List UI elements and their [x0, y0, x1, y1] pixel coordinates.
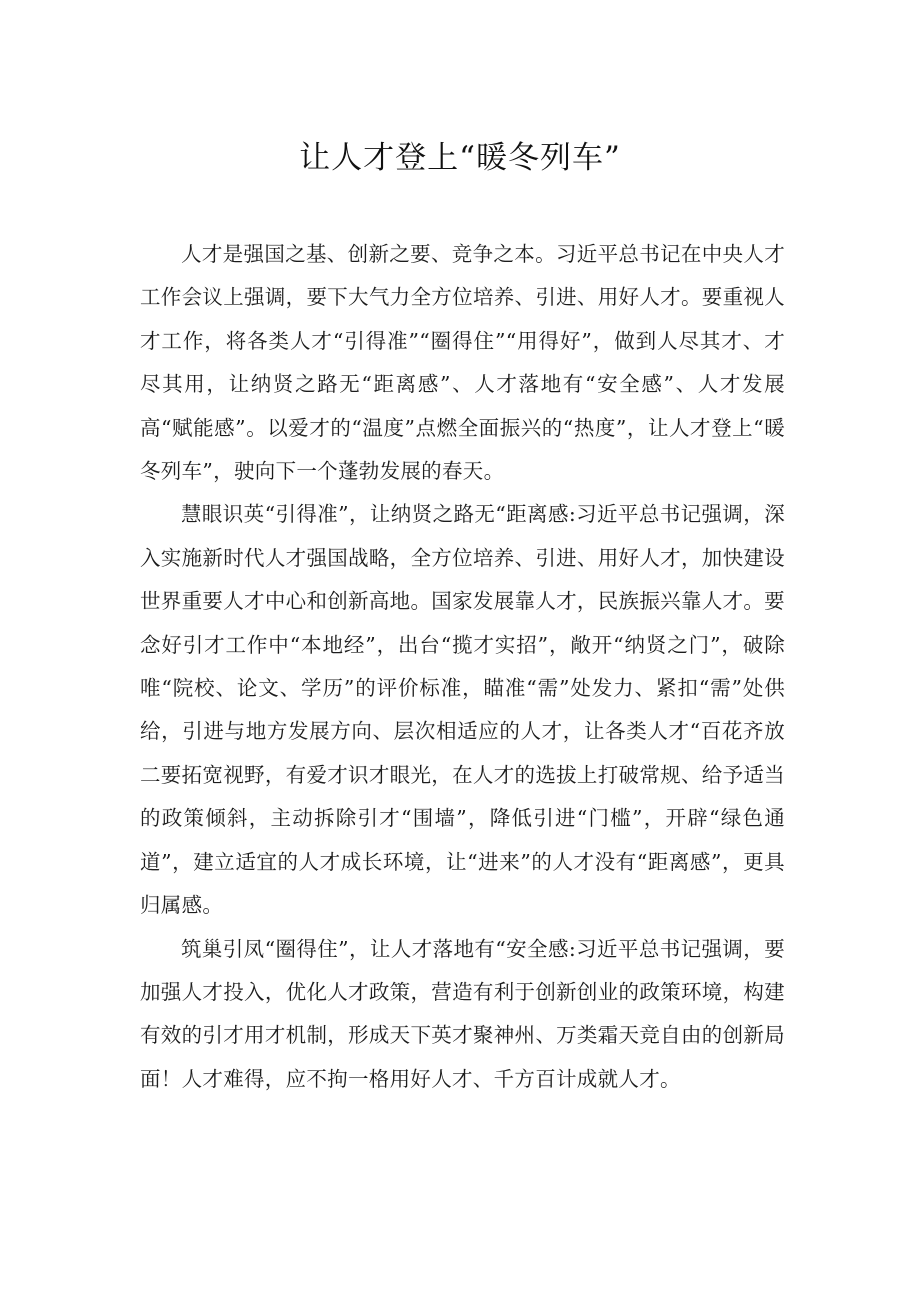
- document-body: [140, 233, 785, 1101]
- paragraph-talent-retention: 筑巢引凤“圈得住”，让人才落地有“安全感:习近平总书记强调，要加强人才投入，优化人才政策，营造有利于创新创业的政策环境，构建有效的引才用才机制，形成天下英才聚神州、万类霜天竞自由的创新局面！人才难得，应不拘一格用好人才、千方百计成就人才。: [140, 936, 785, 1091]
- paragraph-intro: 人才是强国之基、创新之要、竞争之本。习近平总书记在中央人才工作会议上强调，要下大气力全方位培养、引进、用好人才。要重视人才工作，将各类人才“引得准”“圈得住”“用得好”，做到人尽其才、才尽其用，让纳贤之路无“距离感”、人才落地有“安全感”、人才发展高“赋能感”。以爱才的“温度”点燃全面振兴的“热度”，让人才登上“暖冬列车”，驶向下一个蓬勃发展的春天。: [140, 242, 785, 484]
- document-title: 让人才登上“暖冬列车”: [299, 140, 621, 176]
- paragraph-talent-selection: 慧眼识英“引得准”，让纳贤之路无“距离感:习近平总书记强调，深入实施新时代人才强国战略，全方位培养、引进、用好人才，加快建设世界重要人才中心和创新高地。国家发展靠人才，民族振兴靠人才。要念好引才工作中“本地经”，出台“揽才实招”，敞开“纳贤之门”，破除唯“院校、论文、学历”的评价标准，瞄准“需”处发力、紧扣“需”处供给，引进与地方发展方向、层次相适应的人才，让各类人才“百花齐放二要拓宽视野，有爱才识才眼光，在人才的选拔上打破常规、给予适当的政策倾斜，主动拆除引才“围墙”，降低引进“门槛”，开辟“绿色通道”，建立适宜的人才成长环境，让“进来”的人才没有“距离感”，更具归属感。: [140, 502, 785, 918]
